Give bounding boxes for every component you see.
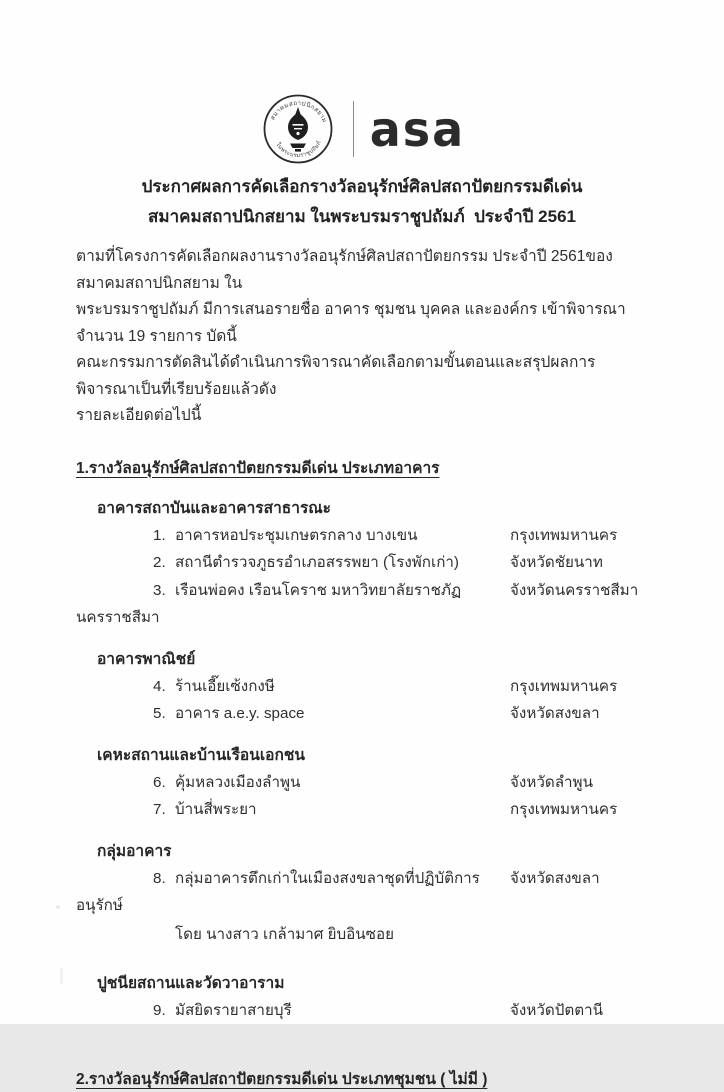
item-name: เรือนพ่อคง เรือนโคราช มหาวิทยาลัยราชภัฏนครราชสีมา <box>76 581 462 626</box>
logo-divider <box>353 101 354 157</box>
item-number: 1. <box>153 526 166 544</box>
item-number: 4. <box>153 677 166 695</box>
award-item-row <box>76 673 648 701</box>
item-province: จังหวัดนครราชสีมา <box>510 581 639 599</box>
item-name: ร้านเอี๊ยเซ้งกงษี <box>175 677 275 695</box>
intro-line: รายละเอียดต่อไปนี้ <box>76 407 202 424</box>
item-name: มัสยิดรายาสายบุรี <box>175 1001 292 1019</box>
document-title-line1: ประกาศผลการคัดเลือกรางวัลอนุรักษ์ศิลปสถาปัตยกรรมดีเด่น <box>141 177 583 196</box>
item-province: จังหวัดชัยนาท <box>510 554 603 571</box>
section-heading-2: 2.รางวัลอนุรักษ์ศิลปสถาปัตยกรรมดีเด่น ประเภทชุมชน ( ไม่มี ) <box>76 1071 488 1088</box>
intro-line: พระบรมราชูปถัมภ์ มีการเสนอรายชื่อ อาคาร ชุมชน บุคคล และองค์กร เข้าพิจารณาจำนวน 19 รายการ บัดนี้ <box>76 301 626 345</box>
intro-line: ตามที่โครงการคัดเลือกผลงานรางวัลอนุรักษ์ศิลปสถาปัตยกรรม ประจำปี 2561ของสมาคมสถาปนิกสยาม ใน <box>76 248 613 292</box>
item-province: จังหวัดปัตตานี <box>510 1001 603 1019</box>
award-item-row <box>76 796 648 824</box>
item-name: กลุ่มอาคารตึกเก่าในเมืองสงขลาชุดที่ปฏิบัติการอนุรักษ์ <box>76 869 480 914</box>
item-province: จังหวัดสงขลา <box>510 869 600 887</box>
item-province: กรุงเทพมหานคร <box>510 801 618 818</box>
group-title-institutional: อาคารสถาบันและอาคารสาธารณะ <box>97 499 331 517</box>
item-province: กรุงเทพมหานคร <box>510 526 618 544</box>
logo-header <box>0 0 724 166</box>
item-name-line2: โดย นางสาว เกล้ามาศ ยิบอินซอย <box>175 925 395 943</box>
scan-artifact <box>60 968 63 984</box>
item-province: กรุงเทพมหานคร <box>510 677 618 695</box>
group-title-sacred: ปูชนียสถานและวัดวาอาราม <box>97 974 285 992</box>
item-name: บ้านสี่พระยา <box>175 801 257 818</box>
award-item-row <box>76 522 648 550</box>
item-name: อาคารหอประชุมเกษตรกลาง บางเขน <box>175 526 418 544</box>
award-item-row <box>76 700 648 728</box>
item-name: คุ้มหลวงเมืองลำพูน <box>175 773 301 791</box>
item-number: 8. <box>153 869 166 887</box>
svg-text:สมาคมสถาปนิกสยาม: สมาคมสถาปนิกสยาม <box>268 99 328 124</box>
item-number: 7. <box>153 801 166 818</box>
group-title-building-group: กลุ่มอาคาร <box>97 842 172 860</box>
svg-text:ในพระบรมราชูปถัมภ์: ในพระบรมราชูปถัมภ์ <box>274 140 323 160</box>
award-item-row <box>76 769 648 797</box>
item-province: จังหวัดลำพูน <box>510 773 593 791</box>
item-name: สถานีตำรวจภูธรอำเภอสรรพยา (โรงพักเก่า) <box>175 554 459 571</box>
asa-wordmark: asa <box>369 100 466 158</box>
section-heading-1: 1.รางวัลอนุรักษ์ศิลปสถาปัตยกรรมดีเด่น ประเภทอาคาร <box>76 459 440 477</box>
item-number: 2. <box>153 554 166 571</box>
award-item-row <box>76 577 648 632</box>
item-number: 3. <box>153 581 166 599</box>
scan-artifact <box>56 905 60 909</box>
award-item-row <box>76 865 648 920</box>
group-title-commercial: อาคารพาณิชย์ <box>97 650 196 668</box>
award-item-row <box>76 997 648 1025</box>
item-number: 9. <box>153 1001 166 1019</box>
item-number: 6. <box>153 773 166 791</box>
group-title-residential: เคหะสถานและบ้านเรือนเอกชน <box>97 746 305 764</box>
award-item-row <box>76 549 648 577</box>
intro-line: คณะกรรมการตัดสินได้ดำเนินการพิจารณาคัดเลือกตามขั้นตอนและสรุปผลการพิจารณาเป็นที่เรียบร้อยแล้วดัง <box>76 354 596 398</box>
item-name: อาคาร a.e.y. space <box>175 705 305 722</box>
item-number: 5. <box>153 705 166 722</box>
intro-paragraph <box>76 244 648 430</box>
item-province: จังหวัดสงขลา <box>510 705 600 722</box>
document-title-line2: สมาคมสถาปนิกสยาม ในพระบรมราชูปถัมภ์ ประจำปี 2561 <box>147 207 576 226</box>
asa-emblem-icon <box>259 92 337 166</box>
document-body <box>0 244 724 1092</box>
award-item-subrow <box>76 920 648 950</box>
